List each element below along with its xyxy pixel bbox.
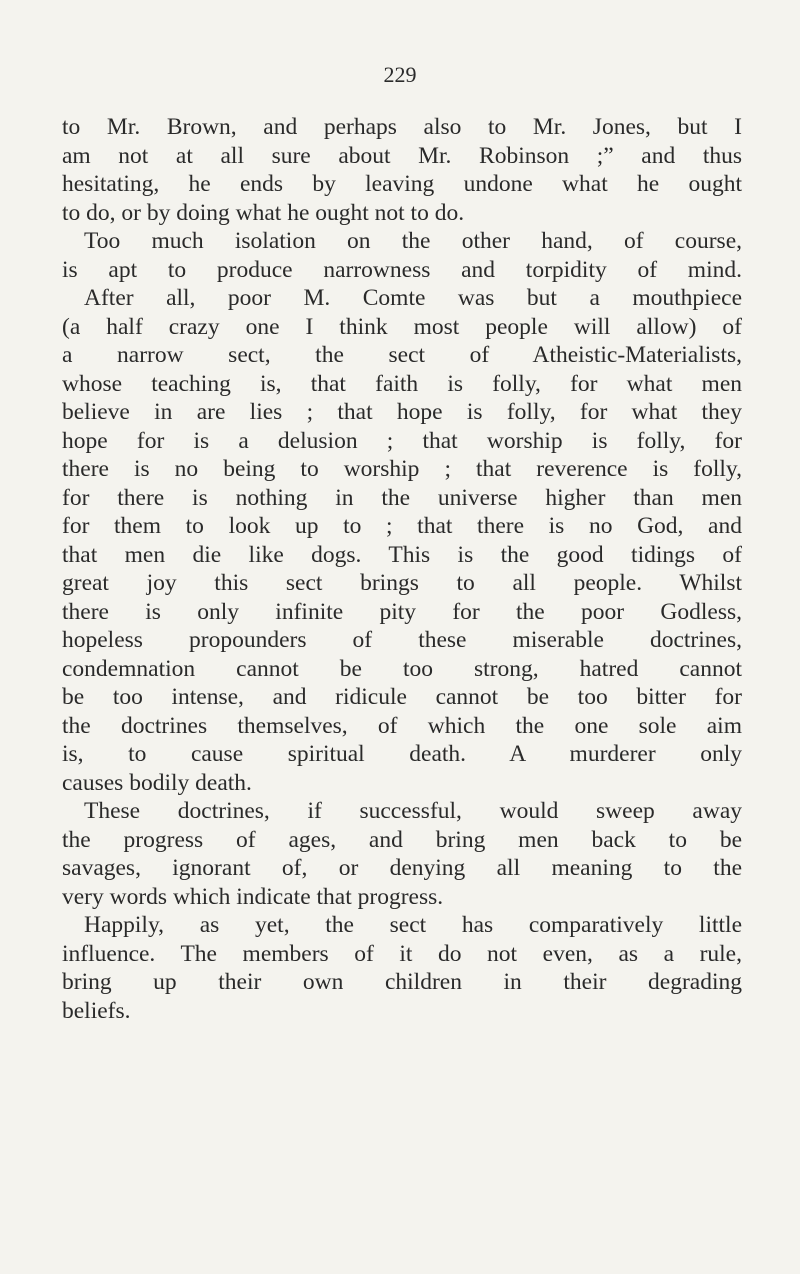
text-line: the progress of ages, and bring men back to be xyxy=(62,826,742,853)
text-line: very words which indicate that progress. xyxy=(62,883,444,910)
body-text xyxy=(62,113,742,1025)
text-line: the doctrines themselves, of which the one sole aim xyxy=(62,712,742,739)
text-line: Happily, as yet, the sect has comparatively little xyxy=(84,912,742,938)
text-line: is, to cause spiritual death. A murderer only xyxy=(62,741,742,767)
text-line: believe in are lies ; that hope is folly, for what they xyxy=(62,399,742,425)
text-line: influence. The members of it do not even, as a rule, xyxy=(62,940,742,967)
text-line: These doctrines, if successful, would sweep away xyxy=(84,798,742,824)
text-line: to do, or by doing what he ought not to do. xyxy=(62,199,465,226)
text-line: that men die like dogs. This is the good tidings of xyxy=(62,541,742,568)
text-line: savages, ignorant of, or denying all meaning to the xyxy=(62,855,742,881)
text-line: hopeless propounders of these miserable doctrines, xyxy=(62,627,742,653)
text-line: After all, poor M. Comte was but a mouthpiece xyxy=(84,285,742,311)
page-number: 229 xyxy=(383,62,417,87)
text-line: is apt to produce narrowness and torpidity of mind. xyxy=(62,256,742,283)
text-line: hope for is a delusion ; that worship is folly, for xyxy=(62,427,742,454)
text-line: for them to look up to ; that there is no God, and xyxy=(62,513,742,539)
text-line: beliefs. xyxy=(62,997,131,1024)
text-line: a narrow sect, the sect of Atheistic-Materialists, xyxy=(62,342,742,368)
text-line: am not at all sure about Mr. Robinson ;” and thus xyxy=(62,142,742,169)
text-line: Too much isolation on the other hand, of course, xyxy=(84,228,742,254)
text-line: hesitating, he ends by leaving undone what he ought xyxy=(62,171,742,197)
text-line: causes bodily death. xyxy=(62,769,252,796)
text-line: great joy this sect brings to all people. Whilst xyxy=(62,570,742,596)
text-line: there is no being to worship ; that reverence is folly, xyxy=(62,456,742,482)
text-line: there is only infinite pity for the poor Godless, xyxy=(62,598,742,625)
text-line: be too intense, and ridicule cannot be too bitter for xyxy=(62,684,742,710)
text-line: to Mr. Brown, and perhaps also to Mr. Jones, but I xyxy=(62,114,742,140)
text-line: condemnation cannot be too strong, hatred cannot xyxy=(62,655,742,682)
text-line: whose teaching is, that faith is folly, for what men xyxy=(62,370,742,397)
text-line: bring up their own children in their degrading xyxy=(62,969,742,995)
text-line: for there is nothing in the universe higher than men xyxy=(62,484,742,511)
text-line: (a half crazy one I think most people will allow) of xyxy=(62,313,742,340)
